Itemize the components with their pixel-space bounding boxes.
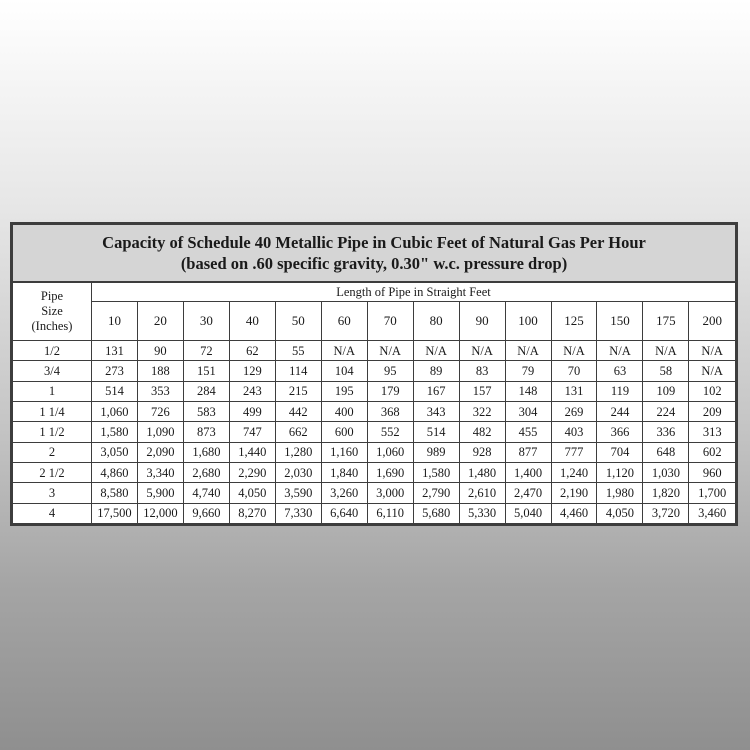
capacity-cell: 1,240 [551,462,597,482]
capacity-table-panel [10,222,738,526]
table-row [13,341,735,361]
capacity-cell: 648 [643,442,689,462]
pipe-size-cell: 3/4 [13,361,92,381]
capacity-cell: 269 [551,401,597,421]
capacity-cell: 1,160 [321,442,367,462]
capacity-cell: 179 [367,381,413,401]
capacity-cell: 455 [505,422,551,442]
capacity-cell: 704 [597,442,643,462]
capacity-cell: 2,090 [137,442,183,462]
capacity-cell: 151 [183,361,229,381]
capacity-cell: 1,060 [92,401,138,421]
capacity-cell: 5,040 [505,503,551,523]
pipe-size-cell: 2 [13,442,92,462]
capacity-table-inner [13,225,735,523]
capacity-cell: 243 [229,381,275,401]
capacity-cell: 148 [505,381,551,401]
length-header-cell: 200 [689,302,735,341]
capacity-cell: 2,470 [505,483,551,503]
capacity-cell: 304 [505,401,551,421]
capacity-cell: 662 [275,422,321,442]
length-header-cell: 175 [643,302,689,341]
capacity-cell: 1,580 [413,462,459,482]
capacity-cell: 55 [275,341,321,361]
capacity-cell: 8,580 [92,483,138,503]
header-row-1 [13,283,735,302]
capacity-cell: 1,820 [643,483,689,503]
length-header-cell: 90 [459,302,505,341]
capacity-cell: 777 [551,442,597,462]
capacity-cell: 244 [597,401,643,421]
capacity-cell: N/A [413,341,459,361]
capacity-cell: 4,860 [92,462,138,482]
capacity-cell: 70 [551,361,597,381]
capacity-cell: 1,400 [505,462,551,482]
capacity-cell: 583 [183,401,229,421]
capacity-cell: 989 [413,442,459,462]
capacity-cell: 313 [689,422,735,442]
table-subtitle: (based on .60 specific gravity, 0.30" w.c. pressure drop) [180,254,568,273]
capacity-cell: 104 [321,361,367,381]
length-header-cell: 20 [137,302,183,341]
length-values-row [13,302,735,341]
length-header-cell: 100 [505,302,551,341]
capacity-cell: 873 [183,422,229,442]
capacity-cell: 3,340 [137,462,183,482]
length-header-cell: 70 [367,302,413,341]
table-row [13,401,735,421]
length-header-cell: 80 [413,302,459,341]
pipe-size-header [13,283,92,341]
table-row [13,381,735,401]
length-header-cell: 10 [92,302,138,341]
capacity-cell: 63 [597,361,643,381]
capacity-cell: 79 [505,361,551,381]
capacity-cell: 58 [643,361,689,381]
capacity-cell: 3,720 [643,503,689,523]
capacity-cell: 1,980 [597,483,643,503]
capacity-cell: N/A [367,341,413,361]
capacity-cell: 7,330 [275,503,321,523]
table-title-box [13,225,735,283]
capacity-cell: 3,050 [92,442,138,462]
pipe-size-cell: 2 1/2 [13,462,92,482]
capacity-cell: N/A [321,341,367,361]
table-row [13,361,735,381]
capacity-cell: 366 [597,422,643,442]
capacity-cell: 5,900 [137,483,183,503]
capacity-cell: 6,110 [367,503,413,523]
capacity-cell: 102 [689,381,735,401]
capacity-cell: 5,330 [459,503,505,523]
capacity-cell: 1,060 [367,442,413,462]
capacity-cell: 1,680 [183,442,229,462]
capacity-cell: 726 [137,401,183,421]
capacity-cell: 1,690 [367,462,413,482]
length-header-cell: 60 [321,302,367,341]
capacity-cell: 8,270 [229,503,275,523]
length-header-cell: 150 [597,302,643,341]
capacity-cell: 960 [689,462,735,482]
capacity-cell: N/A [643,341,689,361]
capacity-cell: 109 [643,381,689,401]
table-row [13,503,735,523]
capacity-cell: 322 [459,401,505,421]
capacity-cell: N/A [689,341,735,361]
capacity-cell: 499 [229,401,275,421]
capacity-cell: 90 [137,341,183,361]
capacity-cell: 3,000 [367,483,413,503]
capacity-cell: 209 [689,401,735,421]
capacity-cell: 224 [643,401,689,421]
capacity-cell: N/A [551,341,597,361]
capacity-cell: 6,640 [321,503,367,523]
capacity-cell: 9,660 [183,503,229,523]
capacity-cell: N/A [597,341,643,361]
capacity-cell: 1,030 [643,462,689,482]
capacity-cell: 3,260 [321,483,367,503]
capacity-cell: 119 [597,381,643,401]
capacity-cell: 114 [275,361,321,381]
capacity-cell: 2,610 [459,483,505,503]
table-row [13,483,735,503]
capacity-cell: 62 [229,341,275,361]
capacity-cell: 157 [459,381,505,401]
capacity-cell: 3,460 [689,503,735,523]
capacity-cell: N/A [459,341,505,361]
table-row [13,442,735,462]
capacity-cell: 1,280 [275,442,321,462]
capacity-cell: 4,460 [551,503,597,523]
table-body [13,341,735,524]
capacity-cell: 403 [551,422,597,442]
capacity-cell: 1,840 [321,462,367,482]
capacity-cell: 1,700 [689,483,735,503]
capacity-cell: 2,790 [413,483,459,503]
capacity-cell: 129 [229,361,275,381]
capacity-cell: 353 [137,381,183,401]
pipe-header-line-1: Pipe [40,289,64,303]
capacity-cell: 3,590 [275,483,321,503]
pipe-header-line-3: (Inches) [31,319,73,333]
length-header-cell: 30 [183,302,229,341]
capacity-cell: 514 [413,422,459,442]
table-title: Capacity of Schedule 40 Metallic Pipe in Cubic Feet of Natural Gas Per Hour [102,233,646,252]
capacity-cell: 514 [92,381,138,401]
capacity-cell: 368 [367,401,413,421]
capacity-cell: 336 [643,422,689,442]
capacity-cell: 2,030 [275,462,321,482]
capacity-cell: 215 [275,381,321,401]
capacity-cell: 273 [92,361,138,381]
capacity-cell: 602 [689,442,735,462]
capacity-cell: 4,050 [597,503,643,523]
capacity-cell: 195 [321,381,367,401]
pipe-size-cell: 1 [13,381,92,401]
capacity-cell: 5,680 [413,503,459,523]
length-header-cell: 50 [275,302,321,341]
pipe-size-cell: 1/2 [13,341,92,361]
capacity-cell: 2,190 [551,483,597,503]
length-header: Length of Pipe in Straight Feet [92,283,736,302]
capacity-cell: 17,500 [92,503,138,523]
capacity-cell: 1,580 [92,422,138,442]
capacity-cell: 747 [229,422,275,442]
capacity-cell: 877 [505,442,551,462]
capacity-cell: 1,120 [597,462,643,482]
capacity-cell: 12,000 [137,503,183,523]
capacity-cell: 2,290 [229,462,275,482]
pipe-size-cell: 3 [13,483,92,503]
capacity-cell: 1,090 [137,422,183,442]
pipe-header-line-2: Size [41,304,63,318]
capacity-cell: 89 [413,361,459,381]
capacity-cell: 284 [183,381,229,401]
capacity-cell: 83 [459,361,505,381]
pipe-size-cell: 4 [13,503,92,523]
capacity-cell: 400 [321,401,367,421]
capacity-cell: 167 [413,381,459,401]
capacity-cell: 72 [183,341,229,361]
capacity-cell: 442 [275,401,321,421]
capacity-cell: 4,050 [229,483,275,503]
pipe-size-cell: 1 1/2 [13,422,92,442]
capacity-cell: 4,740 [183,483,229,503]
pipe-size-cell: 1 1/4 [13,401,92,421]
capacity-cell: 928 [459,442,505,462]
capacity-cell: 1,480 [459,462,505,482]
capacity-cell: 600 [321,422,367,442]
table-row [13,462,735,482]
table-row [13,422,735,442]
length-header-cell: 125 [551,302,597,341]
capacity-cell: 131 [92,341,138,361]
capacity-cell: 131 [551,381,597,401]
capacity-cell: 343 [413,401,459,421]
capacity-cell: 1,440 [229,442,275,462]
capacity-table [13,283,735,523]
capacity-cell: 2,680 [183,462,229,482]
capacity-cell: 482 [459,422,505,442]
capacity-cell: 552 [367,422,413,442]
length-header-cell: 40 [229,302,275,341]
capacity-cell: 188 [137,361,183,381]
capacity-cell: N/A [689,361,735,381]
capacity-cell: 95 [367,361,413,381]
capacity-cell: N/A [505,341,551,361]
